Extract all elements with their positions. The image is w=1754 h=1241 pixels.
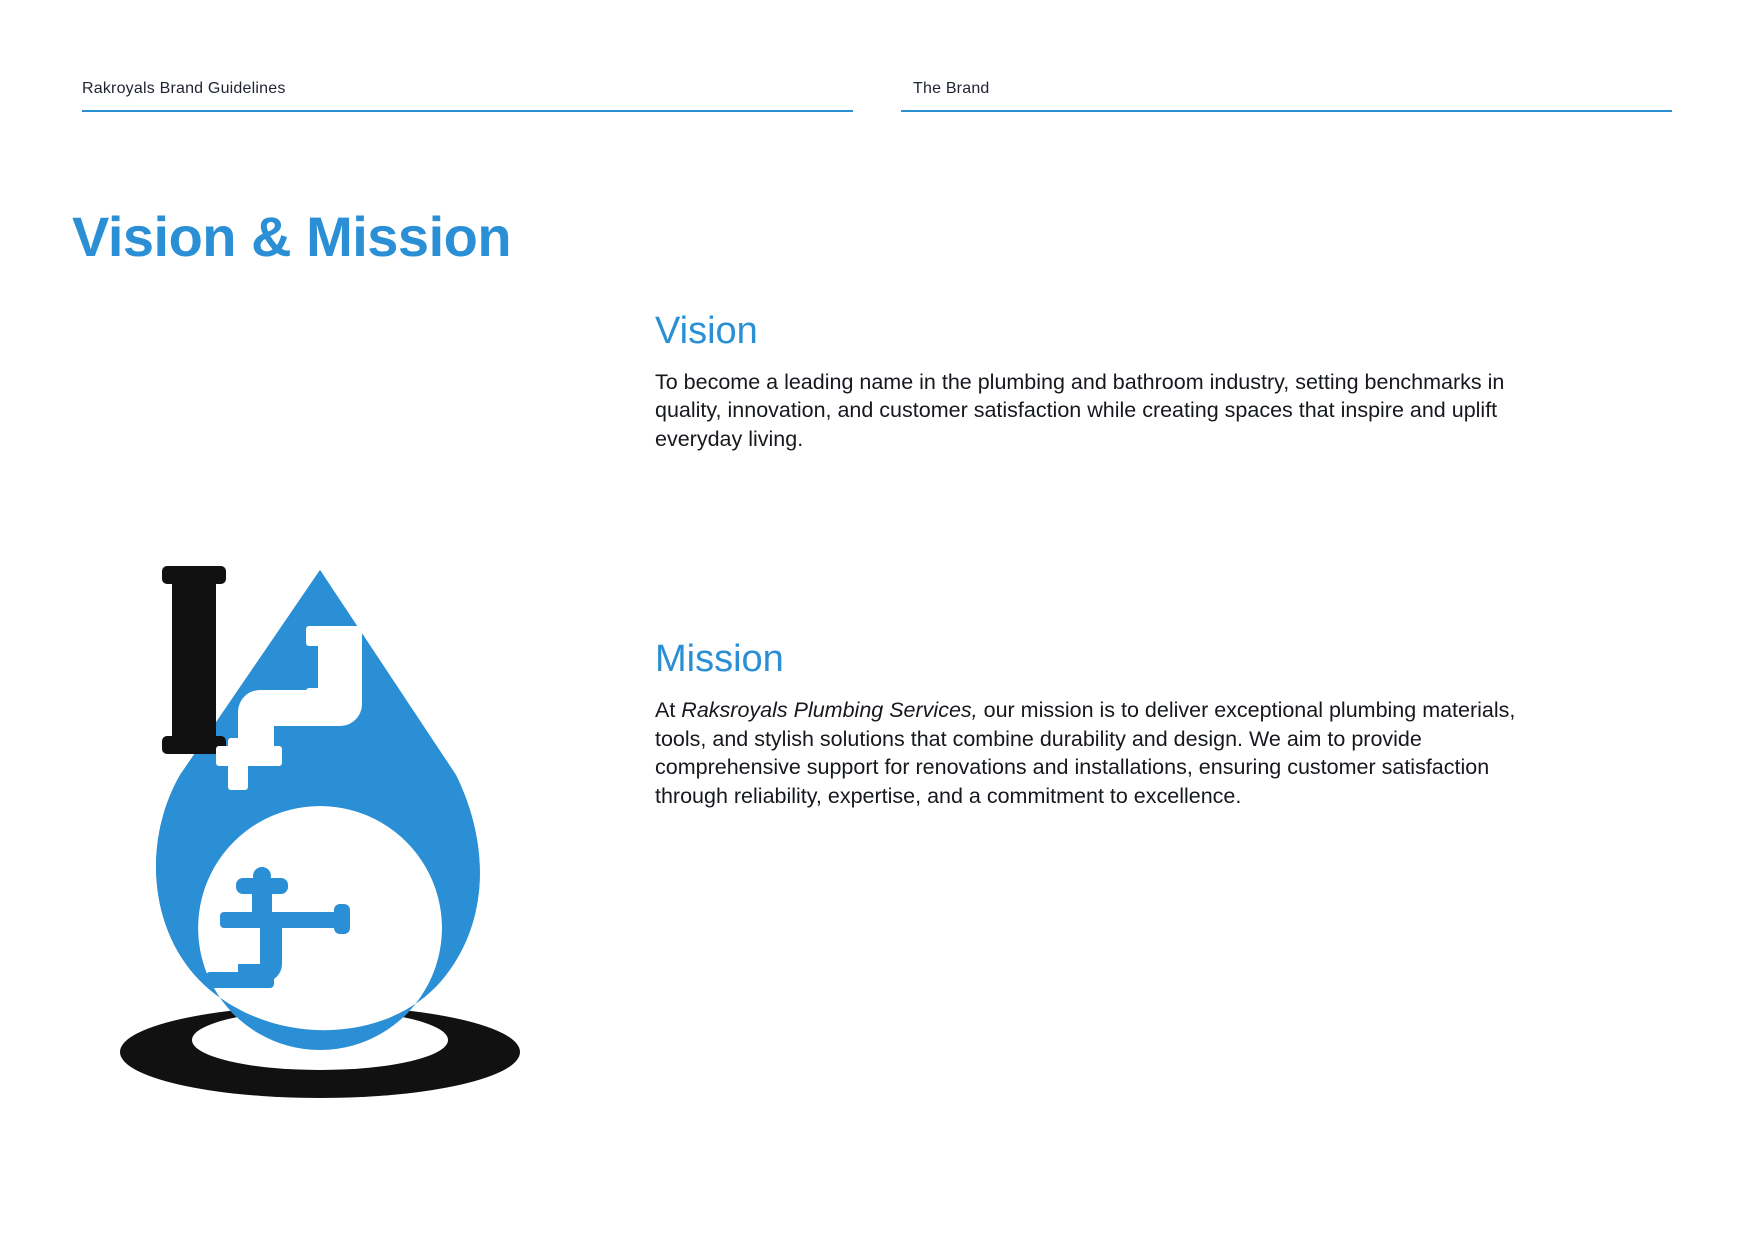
vision-heading: Vision — [655, 310, 758, 352]
content-column — [655, 310, 1550, 811]
mission-body — [655, 696, 1550, 810]
droplet-faucet-icon — [120, 560, 520, 1100]
mission-block — [655, 638, 1550, 810]
mission-emphasis: Raksroyals Plumbing Services, — [681, 698, 978, 723]
page-title: Vision & Mission — [72, 204, 512, 268]
vision-block — [655, 310, 1550, 453]
logo-artwork — [120, 560, 520, 1100]
brand-guidelines-label: Rakroyals Brand Guidelines — [82, 80, 286, 97]
mission-lead: At — [655, 698, 682, 723]
page-header — [82, 80, 1672, 112]
section-name-label: The Brand — [913, 80, 990, 97]
mission-rest: our mission is to deliver exceptional plumbing materials, tools, and stylish solutions that combine durability and design. We aim to provide comprehensive support for renovations and installations, ensuring customer satisfaction through reliability, expertise, and a commitment to excellence. — [655, 698, 1516, 808]
header-left — [82, 80, 853, 112]
header-right — [901, 80, 1672, 112]
vision-body: To become a leading name in the plumbing and bathroom industry, setting benchmarks in quality, innovation, and customer satisfaction while creating spaces that inspire and uplift everyday living. — [655, 369, 1505, 451]
mission-heading: Mission — [655, 638, 784, 681]
